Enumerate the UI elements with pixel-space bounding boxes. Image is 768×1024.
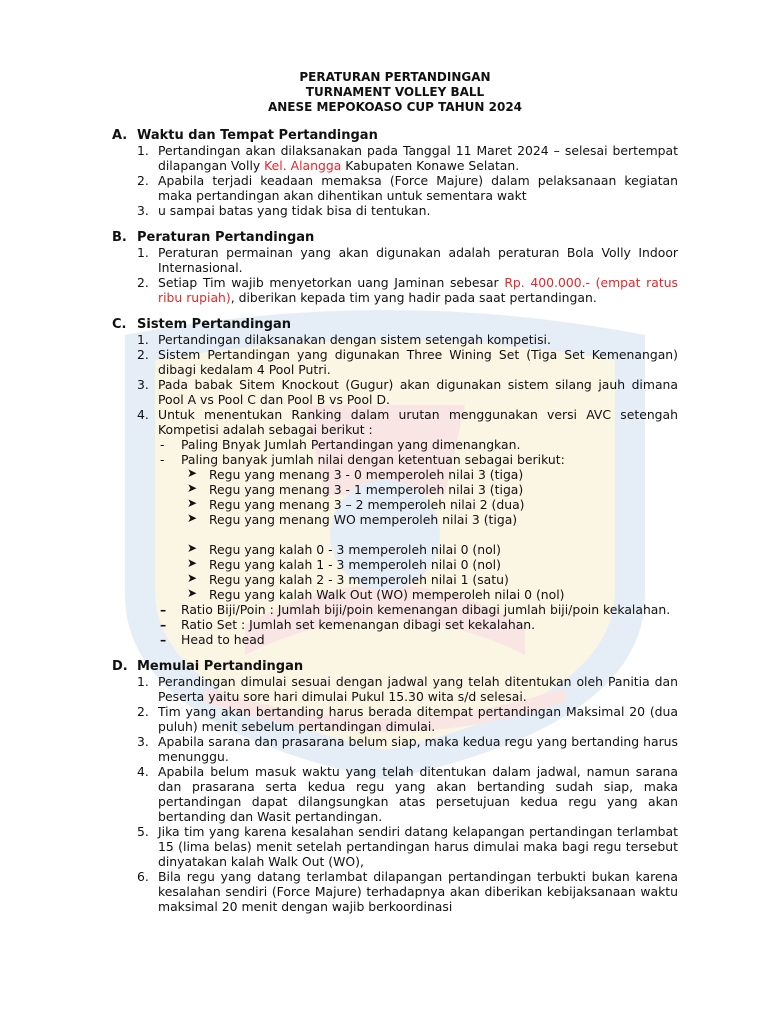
- arrow-bullet-icon: ➤: [187, 466, 198, 480]
- item-number: 1.: [137, 143, 149, 158]
- arrow-text: Regu yang kalah 1 - 3 memperoleh nilai 0 (nol): [209, 557, 501, 572]
- arrow-text: Regu yang kalah Walk Out (WO) memperoleh nilai 0 (nol): [209, 587, 565, 602]
- dash-mark: –: [160, 632, 167, 647]
- list-item: [137, 824, 678, 869]
- list-item: [137, 203, 678, 218]
- item-number: 3.: [137, 377, 149, 392]
- arrow-text: Regu yang kalah 0 - 3 memperoleh nilai 0 (nol): [209, 542, 501, 557]
- section-letter: C.: [112, 317, 127, 332]
- item-number: 2.: [137, 275, 149, 290]
- section-heading: [112, 128, 678, 143]
- list-item: [137, 143, 678, 173]
- list-item: [137, 674, 678, 704]
- list-item: [137, 869, 678, 914]
- item-text: Tim yang akan bertanding harus berada ditempat pertandingan Maksimal 20 (dua puluh) menit sebelum pertandingan dimulai.: [158, 704, 678, 734]
- dash-item: [160, 437, 678, 452]
- dash-mark: -: [160, 452, 165, 467]
- arrow-item: [187, 512, 678, 527]
- item-number: 1.: [137, 245, 149, 260]
- list-item: [137, 704, 678, 734]
- arrow-bullet-icon: ➤: [187, 496, 198, 510]
- arrow-item: [187, 572, 678, 587]
- item-number: 5.: [137, 824, 149, 839]
- dash-mark: -: [160, 437, 165, 452]
- numbered-list: [112, 245, 678, 305]
- dash-item: [160, 602, 678, 617]
- item-number: 4.: [137, 407, 149, 422]
- arrow-bullet-icon: ➤: [187, 541, 198, 555]
- list-item: [137, 347, 678, 377]
- item-number: 2.: [137, 173, 149, 188]
- item-text: Peraturan permainan yang akan digunakan adalah peraturan Bola Volly Indoor Internasional.: [158, 245, 678, 275]
- list-item: [137, 275, 678, 305]
- list-item: [137, 734, 678, 764]
- item-number: 1.: [137, 674, 149, 689]
- section: [112, 230, 678, 305]
- list-item: [137, 173, 678, 203]
- arrow-bullet-icon: ➤: [187, 511, 198, 525]
- arrow-item: [187, 587, 678, 602]
- arrow-item: [187, 557, 678, 572]
- item-number: 6.: [137, 869, 149, 884]
- arrow-text: Regu yang kalah 2 - 3 memperoleh nilai 1 (satu): [209, 572, 509, 587]
- dash-mark: –: [160, 602, 167, 617]
- arrow-item: [187, 542, 678, 557]
- section-heading-text: Peraturan Pertandingan: [137, 230, 315, 245]
- list-item: [137, 245, 678, 275]
- list-item: [137, 332, 678, 347]
- item-number: 4.: [137, 764, 149, 779]
- section-letter: D.: [112, 659, 128, 674]
- arrow-bullet-icon: ➤: [187, 556, 198, 570]
- arrow-item: [187, 467, 678, 482]
- dash-list: [158, 437, 678, 647]
- section-letter: B.: [112, 230, 127, 245]
- dash-text: Paling Bnyak Jumlah Pertandingan yang dimenangkan.: [181, 437, 521, 452]
- arrow-list: [181, 467, 678, 602]
- item-text: Bila regu yang datang terlambat dilapangan pertandingan terbukti bukan karena kesalahan sendiri (Force Majure) terhadapnya akan diberikan kebijaksanaan waktu maksimal 20 menit dengan wajib berkoordinasi: [158, 869, 678, 914]
- section-heading-text: Waktu dan Tempat Pertandingan: [137, 128, 378, 143]
- numbered-list: [112, 143, 678, 218]
- list-item: [137, 764, 678, 824]
- arrow-bullet-icon: ➤: [187, 586, 198, 600]
- item-text: Pertandingan dilaksanakan dengan sistem setengah kompetisi.: [158, 332, 551, 347]
- title-line-2: TURNAMENT VOLLEY BALL: [305, 85, 485, 99]
- arrow-text: Regu yang menang 3 – 2 memperoleh nilai 2 (dua): [209, 497, 525, 512]
- title-line-3: ANESE MEPOKOASO CUP TAHUN 2024: [267, 100, 523, 114]
- section-letter: A.: [112, 128, 128, 143]
- item-text: , diberikan kepada tim yang hadir pada saat pertandingan.: [230, 290, 597, 305]
- arrow-text: Regu yang menang WO memperoleh nilai 3 (tiga): [209, 512, 518, 527]
- arrow-text: Regu yang menang 3 - 1 memperoleh nilai 3 (tiga): [209, 482, 524, 497]
- dash-item: [160, 452, 678, 602]
- document-page: [112, 70, 678, 914]
- dash-text: Ratio Set : Jumlah set kemenangan dibagi set kekalahan.: [181, 617, 536, 632]
- item-text: Kabupaten Konawe Selatan.: [341, 158, 520, 173]
- highlighted-text: Kel. Alangga: [264, 158, 342, 173]
- item-number: 3.: [137, 203, 149, 218]
- item-text: Pada babak Sitem Knockout (Gugur) akan digunakan sistem silang jauh dimana Pool A vs Pool C dan Pool B vs Pool D.: [158, 377, 678, 407]
- item-number: 2.: [137, 347, 149, 362]
- item-text: u sampai batas yang tidak bisa di tentukan.: [158, 203, 431, 218]
- section-heading-text: Memulai Pertandingan: [137, 659, 304, 674]
- section: [112, 659, 678, 914]
- section-heading: [112, 659, 678, 674]
- highlighted-text: Rp. 400.000.- (empat ratus ribu rupiah): [158, 275, 679, 305]
- numbered-list: [112, 332, 678, 647]
- section-heading: [112, 230, 678, 245]
- sections-container: [112, 128, 678, 914]
- arrow-item: [187, 497, 678, 512]
- numbered-list: [112, 674, 678, 914]
- item-number: 1.: [137, 332, 149, 347]
- item-text: Apabila belum masuk waktu yang telah ditentukan dalam jadwal, namun sarana dan prasarana serta kedua regu yang akan bertanding sudah siap, maka pertandingan dapat dilangsungkan atas persetujuan kedua regu yang akan bertanding dan Wasit pertandingan.: [158, 764, 678, 824]
- dash-item: [160, 617, 678, 632]
- dash-mark: –: [160, 617, 167, 632]
- item-text: Pertandingan akan dilaksanakan pada Tanggal 11 Maret 2024 – selesai bertempat dilapangan Volly: [158, 143, 678, 173]
- item-text: Jika tim yang karena kesalahan sendiri datang kelapangan pertandingan terlambat 15 (lima belas) menit setelah pertandingan harus dimulai maka bagi regu tersebut dinyatakan kalah Walk Out (WO),: [158, 824, 678, 869]
- item-text: Untuk menentukan Ranking dalam urutan menggunakan versi AVC setengah Kompetisi adalah sebagai berikut :: [158, 407, 678, 437]
- item-text: Perandingan dimulai sesuai dengan jadwal yang telah ditentukan oleh Panitia dan Peserta yaitu sore hari dimulai Pukul 15.30 wita s/d selesai.: [158, 674, 678, 704]
- dash-text: Head to head: [181, 632, 265, 647]
- item-text: Apabila sarana dan prasarana belum siap, maka kedua regu yang bertanding harus menunggu.: [158, 734, 678, 764]
- item-text: Setiap Tim wajib menyetorkan uang Jaminan sebesar: [158, 275, 505, 290]
- title-line-1: PERATURAN PERTANDINGAN: [299, 70, 491, 84]
- list-item: [137, 407, 678, 647]
- item-number: 2.: [137, 704, 149, 719]
- section: [112, 128, 678, 218]
- item-text: Apabila terjadi keadaan memaksa (Force Majure) dalam pelaksanaan kegiatan maka pertandingan akan dihentikan untuk sementara wakt: [158, 173, 678, 203]
- dash-text: Paling banyak jumlah nilai dengan ketentuan sebagai berikut:: [181, 452, 565, 467]
- arrow-item: [187, 482, 678, 497]
- dash-text: Ratio Biji/Poin : Jumlah biji/poin kemenangan dibagi jumlah biji/poin kekalahan.: [181, 602, 671, 617]
- list-item: [137, 377, 678, 407]
- section-heading: [112, 317, 678, 332]
- section-heading-text: Sistem Pertandingan: [137, 317, 292, 332]
- arrow-text: Regu yang menang 3 - 0 memperoleh nilai 3 (tiga): [209, 467, 524, 482]
- section: [112, 317, 678, 647]
- arrow-bullet-icon: ➤: [187, 481, 198, 495]
- item-number: 3.: [137, 734, 149, 749]
- document-title: [112, 70, 678, 115]
- arrow-bullet-icon: ➤: [187, 571, 198, 585]
- dash-item: [160, 632, 678, 647]
- item-text: Sistem Pertandingan yang digunakan Three Wining Set (Tiga Set Kemenangan) dibagi kedalam 4 Pool Putri.: [158, 347, 678, 377]
- blank-line: [187, 527, 678, 542]
